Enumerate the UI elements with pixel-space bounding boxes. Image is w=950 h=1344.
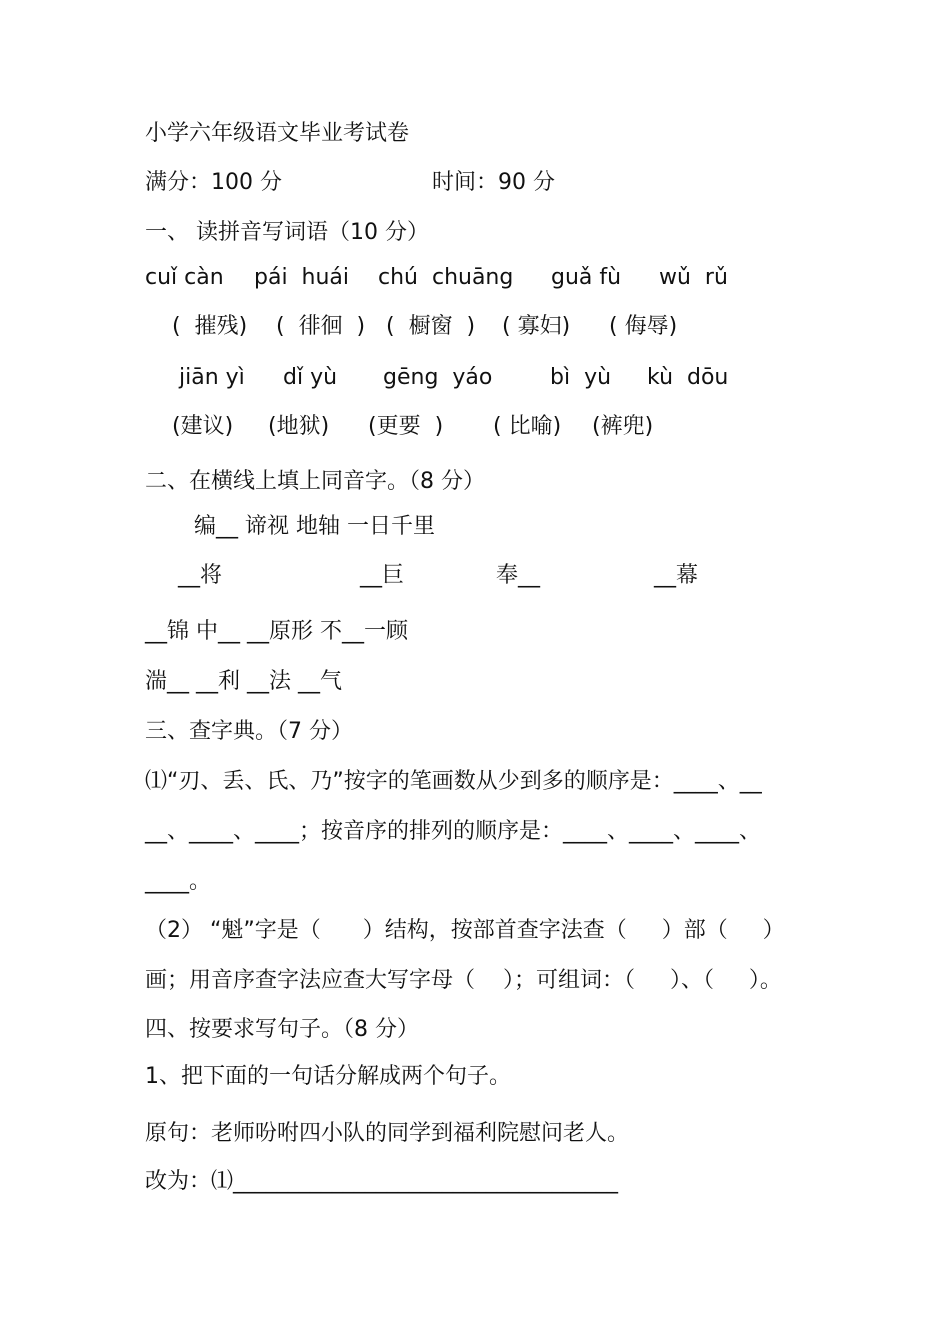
pinyin-item: cuǐ càn	[145, 265, 224, 290]
pinyin-item: wǔ rǔ	[659, 265, 728, 290]
exam-time: 时间：90 分	[432, 170, 555, 195]
homophone-item: 奉__	[496, 563, 541, 588]
homophone-item: __将	[178, 563, 223, 588]
exam-title: 小学六年级语文毕业考试卷	[145, 121, 410, 146]
answer-word: (更要 )	[368, 414, 444, 439]
question-text: 画；用音序查字法应查大写字母（ ）；可组词：（ ）、（ ）。	[145, 968, 782, 993]
pinyin-item: bì yù	[550, 365, 612, 390]
pinyin-item: guǎ fù	[551, 265, 622, 290]
pinyin-item: gēng yáo	[383, 365, 493, 390]
full-score: 满分：100 分	[145, 170, 282, 195]
answer-word: (地狱)	[268, 414, 330, 439]
question-text: ⑴“刃、丢、氏、乃”按字的笔画数从少到多的顺序是：____、__	[145, 769, 762, 794]
question-text: （2） “魁”字是（ ）结构，按部首查字法查（ ）部（ ）	[145, 918, 785, 943]
section-2-heading: 二、在横线上填上同音字。（8 分）	[145, 469, 485, 494]
rewrite-line: 改为：⑴___________________________________	[145, 1169, 619, 1194]
homophone-item: __巨	[360, 563, 405, 588]
section-3-heading: 三、查字典。（7 分）	[145, 719, 353, 744]
pinyin-item: chú chuāng	[378, 265, 514, 290]
answer-word: ( 徘徊 )	[276, 314, 366, 339]
homophone-line: 编__ 谛视 地轴 一日千里	[194, 514, 435, 539]
homophone-line: __锦 中__ __原形 不__一顾	[145, 619, 408, 644]
question-text: __、____、____；按音序的排列的顺序是：____、____、____、	[145, 819, 762, 844]
question-text: ____。	[145, 869, 212, 894]
original-sentence: 原句：老师吩咐四小队的同学到福利院慰问老人。	[145, 1121, 630, 1146]
answer-word: ( 橱窗 )	[386, 314, 476, 339]
pinyin-item: jiān yì	[179, 365, 245, 390]
question-text: 1、把下面的一句话分解成两个句子。	[145, 1064, 511, 1089]
answer-word: (建议)	[172, 414, 234, 439]
section-1-heading: 一、 读拼音写词语（10 分）	[145, 220, 429, 245]
answer-word: ( 寡妇)	[502, 314, 571, 339]
answer-word: ( 比喻)	[493, 414, 562, 439]
answer-word: ( 摧残)	[172, 314, 248, 339]
homophone-line: 湍__ __利 __法 __气	[145, 669, 342, 694]
answer-word: ( 侮辱)	[609, 314, 678, 339]
answer-word: (裤兜)	[592, 414, 654, 439]
pinyin-item: dǐ yù	[283, 365, 338, 390]
pinyin-item: kù dōu	[647, 365, 729, 390]
homophone-item: __幕	[654, 563, 699, 588]
section-4-heading: 四、按要求写句子。（8 分）	[145, 1017, 419, 1042]
pinyin-item: pái huái	[254, 265, 350, 290]
